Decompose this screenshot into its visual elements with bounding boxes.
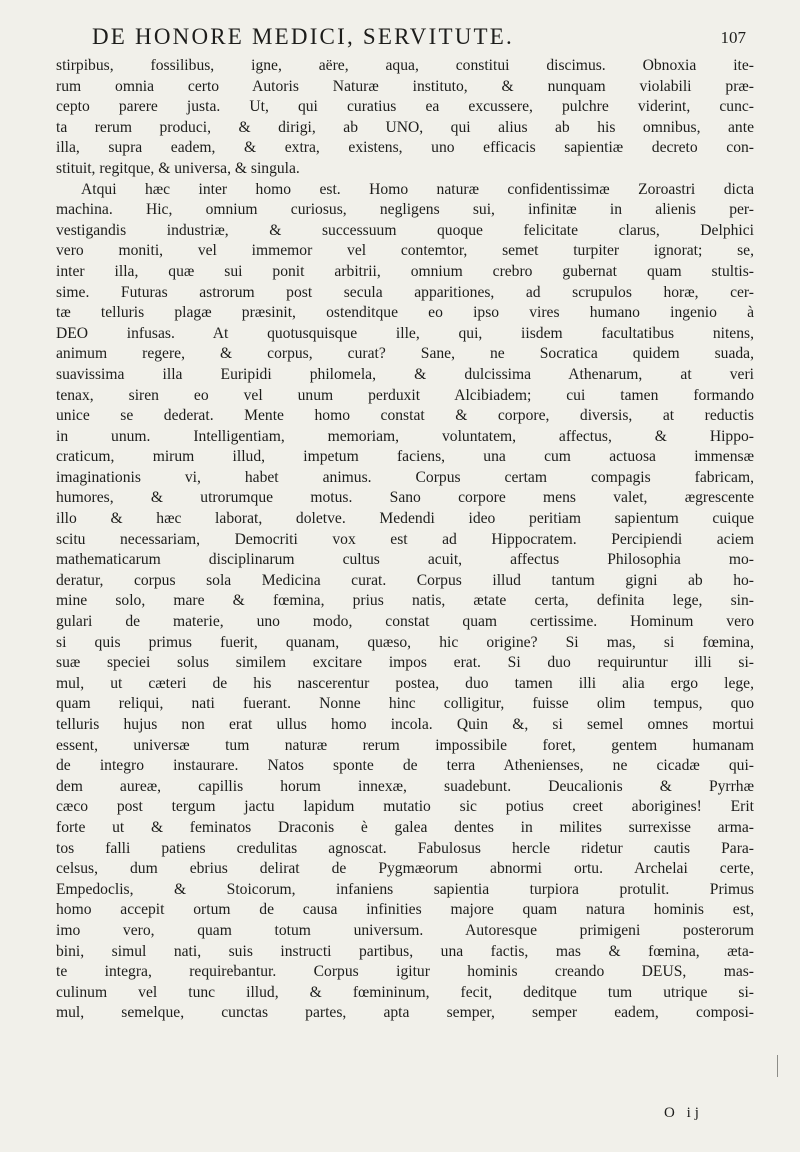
page-header	[66, 24, 746, 56]
text-line: DEO infusas. At quotusquisque ille, qui, iisdem facultatibus nitens,	[56, 324, 754, 342]
text-line: ta rerum produci, & dirigi, ab UNO, qui alius ab his omnibus, ante	[56, 118, 754, 136]
text-line: culinum vel tunc illud, & fœmininum, fecit, deditque tum utrique si-	[56, 983, 754, 1001]
text-line: gulari de materie, uno modo, constat quam certissime. Hominum vero	[56, 613, 754, 631]
text-line: celsus, dum ebrius delirat de Pygmæorum abnormi ortu. Archelai certe,	[56, 860, 754, 878]
text-line: vero moniti, vel immemor vel contemtor, semet turpiter ignorat; se,	[56, 242, 754, 260]
text-line: suæ speciei solus similem excitare impos erat. Si duo requiruntur illi si-	[56, 654, 754, 672]
text-line: cæco post tergum jactu lapidum mutatio sic potius creet aborigines! Erit	[56, 798, 754, 816]
text-line: homo accepit ortum de causa infinities majore quam natura hominis est,	[56, 901, 754, 919]
text-line: mathematicarum disciplinarum cultus acuit, affectus Philosophia mo-	[56, 551, 754, 569]
text-line: quam reliqui, nati fuerant. Nonne hinc colligitur, fuisse olim tempus, quo	[56, 695, 754, 713]
text-line: imo vero, quam totum universum. Autoresque primigeni posterorum	[56, 921, 754, 939]
text-line: illo & hæc laborat, doletve. Medendi ideo peritiam sapientum cuique	[56, 510, 754, 528]
text-line: Empedoclis, & Stoicorum, infaniens sapientia turpiora protulit. Primus	[56, 880, 754, 898]
signature-mark: O ij	[664, 1105, 703, 1121]
text-line: in unum. Intelligentiam, memoriam, voluntatem, affectus, & Hippo-	[56, 427, 754, 445]
text-line: unice se dederat. Mente homo constat & corpore, diversis, at reductis	[56, 407, 754, 425]
text-line: Atqui hæc inter homo est. Homo naturæ confidentissimæ Zoroastri dicta	[81, 180, 754, 198]
text-line: mine solo, mare & fœmina, prius natis, ætate certa, definita lege, sin-	[56, 592, 754, 610]
text-line: de integro instaurare. Natos sponte de terra Athenienses, ne cicadæ qui-	[56, 757, 754, 775]
text-line: tos falli patiens credulitas agnoscat. Fabulosus hercle ridetur cautis Para-	[56, 839, 754, 857]
text-line: rum omnia certo Autoris Naturæ instituto, & nunquam violabili præ-	[56, 77, 754, 95]
text-line: inter illa, quæ sui ponit arbitrii, omnium crebro gubernat quam stultis-	[56, 262, 754, 280]
text-line: craticum, mirum illud, impetum faciens, una cum actuosa immensæ	[56, 448, 754, 466]
text-line: te integra, requirebantur. Corpus igitur hominis creando DEUS, mas-	[56, 963, 754, 981]
text-line: humores, & utrorumque motus. Sano corpore mens valet, ægrescente	[56, 489, 754, 507]
text-line: telluris hujus non erat ullus homo incola. Quin &, si semel omnes mortui	[56, 716, 754, 733]
text-line: stirpibus, fossilibus, igne, aëre, aqua, constitui discimus. Obnoxia ite-	[56, 57, 754, 74]
text-line: cepto parere justa. Ut, qui curatius ea excussere, pulchre viderint, cunc-	[56, 98, 754, 116]
body-text	[56, 56, 754, 1024]
running-title: DE HONORE MEDICI, SERVITUTE.	[92, 24, 514, 49]
text-line: bini, simul nati, suis instructi partibus, una factis, mas & fœmina, æta-	[56, 942, 754, 960]
text-line: tæ telluris plagæ præsinit, ostenditque eo ipso vires humano ingenio à	[56, 304, 754, 322]
text-line: mul, semelque, cunctas partes, apta semper, semper eadem, composi-	[56, 1004, 754, 1022]
text-line: imaginationis vi, habet animus. Corpus certam compagis fabricam,	[56, 468, 754, 486]
text-line: vestigandis industriæ, & successuum quoque felicitate clarus, Delphici	[56, 221, 754, 239]
text-line: animum regere, & corpus, curat? Sane, ne Socratica quidem suada,	[56, 345, 754, 363]
text-line: scitu necessariam, Democriti vox est ad Hippocratem. Percipiendi aciem	[56, 530, 754, 548]
page-number: 107	[720, 28, 746, 47]
text-line: forte ut & feminatos Draconis è galea dentes in milites surrexisse arma-	[56, 818, 754, 836]
text-line: mul, ut cæteri de his nascerentur postea, duo tamen illi alia ergo lege,	[56, 674, 754, 692]
margin-mark	[777, 1055, 778, 1077]
text-line: machina. Hic, omnium curiosus, negligens sui, infinitæ in alienis per-	[56, 201, 754, 219]
text-line: sime. Futuras astrorum post secula apparitiones, ad scrupulos horæ, cer-	[56, 283, 754, 301]
text-line: stituit, regitque, & universa, & singula.	[56, 159, 300, 177]
text-line: suavissima illa Euripidi philomela, & dulcissima Athenarum, at veri	[56, 365, 754, 383]
text-line: si quis primus fuerit, quanam, quæso, hic origine? Si mas, si fœmina,	[56, 633, 754, 651]
text-line: deratur, corpus sola Medicina curat. Corpus illud tantum gigni ab ho-	[56, 571, 754, 589]
text-line: illa, supra eadem, & extra, existens, uno efficacis sapientiæ decreto con-	[56, 139, 754, 157]
text-line: essent, universæ tum naturæ rerum impossibile foret, gentem humanam	[56, 736, 754, 754]
text-line: dem aureæ, capillis horum innexæ, suadebunt. Deucalionis & Pyrrhæ	[56, 777, 754, 795]
text-line: tenax, siren eo vel unum perduxit Alcibiadem; cui tamen formando	[56, 386, 754, 404]
